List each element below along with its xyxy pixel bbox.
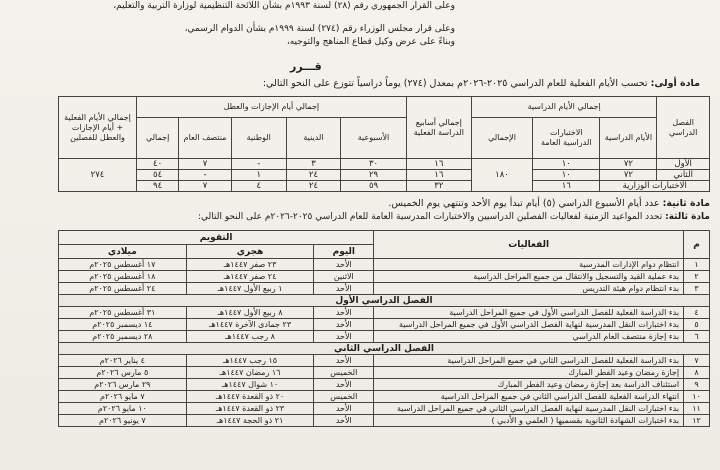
col-holiday-total: إجمالي	[137, 118, 179, 159]
col-midyear: منتصف العام	[179, 118, 232, 159]
cell-greg: ٥ مارس ٢٠٢٦م	[59, 367, 187, 379]
col-study: الأيام الدراسية	[600, 118, 657, 159]
cell: ٧٢	[600, 170, 657, 181]
cell-num: ٣	[684, 283, 710, 295]
cell-greg: ١٨ أغسطس ٢٠٢٥م	[59, 271, 187, 283]
cell-num: ١٠	[684, 391, 710, 403]
cell-hijri: ٢٠ ذو القعدة ١٤٤٧هـ	[186, 391, 314, 403]
article-2	[388, 198, 710, 209]
cell-greg: ٣١ أغسطس ٢٠٢٥م	[59, 307, 187, 319]
cell-day: الأحد	[314, 403, 374, 415]
cell-day: الأحد	[314, 319, 374, 331]
col-activities: الفعاليات	[374, 231, 684, 259]
cell-day: الاثنين	[314, 271, 374, 283]
col-weekly: الأسبوعية	[341, 118, 406, 159]
col-exams: الاختبارات الدراسية العامة	[533, 118, 600, 159]
cell: الأول	[657, 159, 710, 170]
table-row	[59, 391, 710, 403]
article-1	[263, 78, 700, 89]
cell-day: الأحد	[314, 379, 374, 391]
cell-day: الأحد	[314, 307, 374, 319]
cell-num: ١٢	[684, 415, 710, 427]
article-2-label: مادة ثانية:	[662, 198, 710, 209]
cell-greg: ١٧ أغسطس ٢٠٢٥م	[59, 259, 187, 271]
table-row	[59, 319, 710, 331]
cell: ١٦	[406, 159, 471, 170]
cell-day: الأحد	[314, 331, 374, 343]
cell-activity: استئناف الدراسة بعد إجازة رمضان وعيد الفطر المبارك	[374, 379, 684, 391]
table-row	[59, 355, 710, 367]
cell-hijri: ٨ ربيع الأول ١٤٤٧هـ	[186, 307, 314, 319]
article-2-text: عدد أيام الأسبوع الدراسي (٥) أيام تبدأ يوم الأحد وتنتهي يوم الخميس.	[388, 198, 660, 209]
cell-greg: ٢٩ مارس ٢٠٢٦م	[59, 379, 187, 391]
cell: ٢٤	[286, 181, 341, 192]
cell-day: الخميس	[314, 391, 374, 403]
cell-hijri: ١٥ رجب ١٤٤٧هـ	[186, 355, 314, 367]
cell-num: ١١	[684, 403, 710, 415]
cell-hijri: ٢١ ذو الحجة ١٤٤٧هـ	[186, 415, 314, 427]
cell-activity: بدء الدراسة الفعلية للفصل الدراسي الأول في جميع المراحل الدراسية	[374, 307, 684, 319]
group-holidays: إجمالي أيام الإجازات والعطل	[137, 97, 407, 118]
cell-day: الأحد	[314, 415, 374, 427]
section-title-sem2: الفصل الدراسي الثاني	[59, 343, 710, 355]
col-semester: الفصل الدراسي	[657, 97, 710, 159]
article-1-label: مادة أولى:	[650, 78, 700, 89]
cell: ٣	[286, 159, 341, 170]
article-3	[198, 212, 710, 222]
cell-hijri: ٢٣ ذو القعدة ١٤٤٧هـ	[186, 403, 314, 415]
col-grand: إجمالي الأيام الفعلية + أيام الإجازات والعطل للفصلين	[59, 97, 137, 159]
cell-num: ٤	[684, 307, 710, 319]
cell-hijri: ١٠ شوال ١٤٤٧هـ	[186, 379, 314, 391]
cell-greg: ١٤ ديسمبر ٢٠٢٥م	[59, 319, 187, 331]
days-table	[58, 96, 710, 192]
cell-greg: ٤ يناير ٢٠٢٦م	[59, 355, 187, 367]
cell-activity: بدء عملية القيد والتسجيل والانتقال من جميع المراحل الدراسية	[374, 271, 684, 283]
schedule-table	[58, 230, 710, 427]
preamble-line: وعلى قرار مجلس الوزراء رقم (٢٧٤) لسنة ١٩٩٩م بشأن الدوام الرسمي،	[184, 24, 455, 34]
cell: ٢٤	[286, 170, 341, 181]
col-weeks: إجمالي أسابيع الدراسة الفعلية	[406, 97, 471, 159]
cell: ١٠	[533, 170, 600, 181]
article-3-text: تحدد المواعيد الزمنية لفعاليات الفصلين الدراسيين والاختبارات المدرسية العامة للعام الدراسي ٢٠٢٥-٢٠٢٦م على النحو التالي:	[198, 212, 663, 222]
cell-greg: ٧ مايو ٢٠٢٦م	[59, 391, 187, 403]
cell: -	[231, 159, 286, 170]
table-row	[59, 159, 710, 170]
cell: ٧٢	[600, 159, 657, 170]
cell-activity: بدء اختبارات الشهادة الثانوية بقسميها ( العلمي و الأدبي )	[374, 415, 684, 427]
cell-num: ٨	[684, 367, 710, 379]
cell: ٧	[179, 159, 232, 170]
cell-num: ٦	[684, 331, 710, 343]
article-1-text: تحسب الأيام الفعلية للعام الدراسي ٢٠٢٥-٢٠٢٦م بمعدل (٢٧٤) يوماً دراسياً تتوزع على النحو التالي:	[262, 78, 648, 89]
cell-greg: ٧ يونيو ٢٠٢٦م	[59, 415, 187, 427]
preamble-line: وبناءً على عرض وكيل قطاع المناهج والتوجيه،	[286, 37, 455, 47]
cell: ١	[231, 170, 286, 181]
cell-num: ٢	[684, 271, 710, 283]
cell: ٣٢	[406, 181, 471, 192]
cell: ٢٩	[341, 170, 406, 181]
col-total: الإجمالي	[471, 118, 532, 159]
cell: ١٠	[533, 159, 600, 170]
group-study-days: إجمالي الأيام الدراسية	[471, 97, 656, 118]
col-day: اليوم	[314, 245, 374, 259]
cell-hijri: ٢٤ صفر ١٤٤٧هـ	[186, 271, 314, 283]
col-gregorian: ميلادي	[59, 245, 187, 259]
cell: الاختبارات الوزارية	[600, 181, 710, 192]
section-title-sem1: الفصل الدراسي الأول	[59, 295, 710, 307]
cell-overall-total: ١٨٠	[471, 159, 532, 192]
cell: ٥٩	[341, 181, 406, 192]
cell-hijri: ١٦ رمضان ١٤٤٧هـ	[186, 367, 314, 379]
col-calendar: التقويم	[59, 231, 374, 245]
cell-activity: بدء انتظام دوام هيئة التدريس	[374, 283, 684, 295]
preamble	[35, 0, 455, 49]
table-row	[59, 415, 710, 427]
cell-day: الخميس	[314, 367, 374, 379]
cell-activity: بدء إجازة منتصف العام الدراسي	[374, 331, 684, 343]
cell: ١٦	[533, 181, 600, 192]
cell-activity: بدء الدراسة الفعلية للفصل الدراسي الثاني في جميع المراحل الدراسية	[374, 355, 684, 367]
col-national: الوطنية	[231, 118, 286, 159]
cell-num: ٧	[684, 355, 710, 367]
decision-title: قـــرر	[290, 60, 322, 73]
table-row	[59, 367, 710, 379]
cell: ٤٠	[137, 159, 179, 170]
cell-grand-total: ٢٧٤	[59, 159, 137, 192]
table-row	[59, 170, 710, 181]
cell-hijri: ٨ رجب ١٤٤٧هـ	[186, 331, 314, 343]
cell-activity: انتهاء الدراسة الفعلية للفصل الدراسي الثاني في جميع المراحل الدراسية	[374, 391, 684, 403]
cell-greg: ١٠ مايو ٢٠٢٦م	[59, 403, 187, 415]
cell: الثاني	[657, 170, 710, 181]
cell-day: الأحد	[314, 283, 374, 295]
cell-day: الأحد	[314, 355, 374, 367]
cell-activity: انتظام دوام الإدارات المدرسية	[374, 259, 684, 271]
cell: -	[179, 170, 232, 181]
cell-num: ٥	[684, 319, 710, 331]
cell: ٣٠	[341, 159, 406, 170]
cell-hijri: ٢٣ جمادى الآخرة ١٤٤٧هـ	[186, 319, 314, 331]
preamble-line: وعلى القرار الجمهوري رقم (٢٨) لسنة ١٩٩٣م بشأن اللائحة التنظيمية لوزارة التربية والتعليم،	[113, 1, 455, 11]
cell-hijri: ٢٣ صفر ١٤٤٧هـ	[186, 259, 314, 271]
cell: ٤	[231, 181, 286, 192]
table-row	[59, 259, 710, 271]
cell-num: ٩	[684, 379, 710, 391]
cell: ٩٤	[137, 181, 179, 192]
cell: ٧	[179, 181, 232, 192]
article-3-label: مادة ثالثة:	[665, 212, 710, 222]
table-row	[59, 307, 710, 319]
col-num: م	[684, 231, 710, 259]
cell-greg: ٢٤ أغسطس ٢٠٢٥م	[59, 283, 187, 295]
cell: ٥٤	[137, 170, 179, 181]
cell-activity: بدء اختبارات النقل المدرسية لنهاية الفصل الدراسي الثاني في جميع المراحل الدراسية	[374, 403, 684, 415]
cell-greg: ٢٨ ديسمبر ٢٠٢٥م	[59, 331, 187, 343]
table-row	[59, 403, 710, 415]
cell: ١٦	[406, 170, 471, 181]
table-row	[59, 181, 710, 192]
cell-hijri: ١ ربيع الأول ١٤٤٧هـ	[186, 283, 314, 295]
cell-num: ١	[684, 259, 710, 271]
table-row	[59, 271, 710, 283]
col-hijri: هجري	[186, 245, 314, 259]
cell-activity: بدء اختبارات النقل المدرسية لنهاية الفصل الدراسي الأول في جميع المراحل الدراسية	[374, 319, 684, 331]
table-row	[59, 379, 710, 391]
table-row	[59, 283, 710, 295]
col-religious: الدينية	[286, 118, 341, 159]
cell-activity: إجازة رمضان وعيد الفطر المبارك	[374, 367, 684, 379]
table-row	[59, 331, 710, 343]
cell-day: الأحد	[314, 259, 374, 271]
